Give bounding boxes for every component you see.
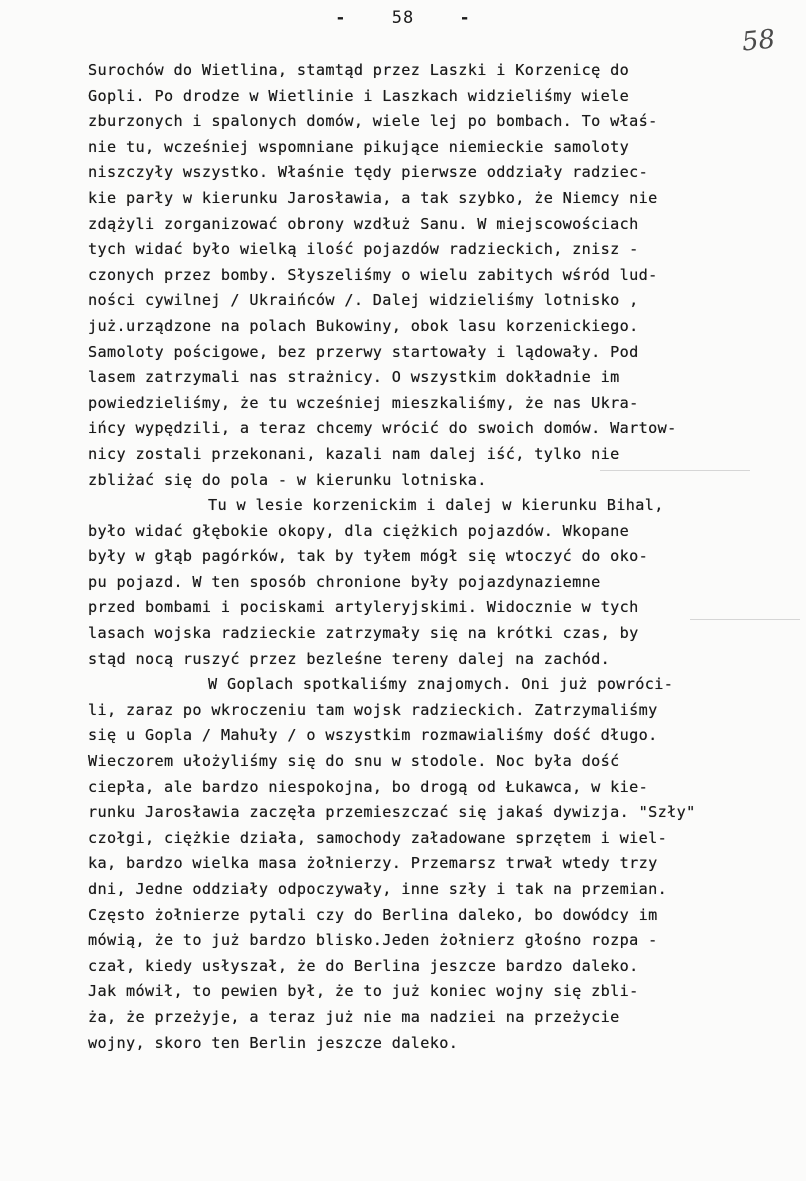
- text-line: Samoloty pościgowe, bez przerwy startowały i lądowały. Pod: [88, 342, 639, 361]
- text-line: były w głąb pagórków, tak by tyłem mógł się wtoczyć do oko-: [88, 547, 649, 566]
- header-dash-left: -: [335, 8, 347, 28]
- text-line: było widać głębokie okopy, dla ciężkich pojazdów. Wkopane: [88, 521, 630, 540]
- text-line: ińcy wypędzili, a teraz chcemy wrócić do swoich domów. Wartow-: [88, 419, 677, 438]
- text-line: dni, Jedne oddziały odpoczywały, inne szły i tak na przemian.: [88, 880, 668, 898]
- handwritten-page-number: 58: [740, 24, 777, 58]
- text-line: nie tu, wcześniej wspomniane pikujące niemieckie samoloty: [88, 137, 630, 156]
- text-line: Tu w lesie korzenickim i dalej w kierunku Bihal,: [208, 496, 664, 515]
- text-line: Często żołnierze pytali czy do Berlina daleko, bo dowódcy im: [88, 905, 658, 924]
- text-line: czonych przez bomby. Słyszeliśmy o wielu zabitych wśród lud-: [88, 265, 658, 284]
- header-dash-right: -: [459, 8, 471, 28]
- text-line: zburzonych i spalonych domów, wiele lej po bombach. To właś-: [88, 112, 658, 131]
- text-line: wojny, skoro ten Berlin jeszcze daleko.: [88, 1033, 459, 1052]
- text-line: już.urządzone na polach Bukowiny, obok lasu korzenickiego.: [88, 316, 639, 335]
- text-line: przed bombami i pociskami artyleryjskimi. Widocznie w tych: [88, 598, 639, 617]
- page-number-header: [0, 8, 806, 28]
- page-number: 58: [391, 8, 415, 28]
- text-line: czał, kiedy usłyszał, że do Berlina jeszcze bardzo daleko.: [88, 956, 639, 975]
- text-line: lasem zatrzymali nas strażnicy. O wszystkim dokładnie im: [88, 368, 620, 387]
- text-line: Gopli. Po drodze w Wietlinie i Laszkach widzieliśmy wiele: [88, 86, 630, 105]
- text-line: zbliżać się do pola - w kierunku lotniska.: [88, 470, 487, 489]
- text-line: zdążyli zorganizować obrony wzdłuż Sanu. W miejscowościach: [88, 214, 639, 233]
- text-line: stąd nocą ruszyć przez bezleśne tereny dalej na zachód.: [88, 649, 611, 668]
- body-text: [88, 58, 748, 1056]
- text-line: ności cywilnej / Ukraińców /. Dalej widzieliśmy lotnisko ,: [88, 291, 639, 310]
- text-line: niszczyły wszystko. Właśnie tędy pierwsze oddziały radziec-: [88, 163, 649, 182]
- text-line: Surochów do Wietlina, stamtąd przez Laszki i Korzenicę do: [88, 61, 630, 79]
- text-line: runku Jarosławia zaczęła przemieszczać się jakaś dywizja. "Szły": [88, 803, 696, 822]
- text-line: lasach wojska radzieckie zatrzymały się na krótki czas, by: [88, 624, 639, 643]
- text-line: czołgi, ciężkie działa, samochody załadowane sprzętem i wiel-: [88, 828, 668, 847]
- text-line: nicy zostali przekonani, kazali nam dalej iść, tylko nie: [88, 444, 620, 463]
- text-line: kie parły w kierunku Jarosławia, a tak szybko, że Niemcy nie: [88, 188, 658, 207]
- text-line: Jak mówił, to pewien był, że to już koniec wojny się zbli-: [88, 982, 639, 1001]
- text-line: pu pojazd. W ten sposób chronione były pojazdynaziemne: [88, 572, 601, 591]
- text-line: mówią, że to już bardzo blisko.Jeden żołnierz głośno rozpa -: [88, 931, 658, 950]
- scan-artifact-line: [600, 470, 750, 471]
- text-line: ka, bardzo wielka masa żołnierzy. Przemarsz trwał wtedy trzy: [88, 854, 658, 873]
- text-line: li, zaraz po wkroczeniu tam wojsk radzieckich. Zatrzymaliśmy: [88, 700, 658, 719]
- text-line: się u Gopla / Mahuły / o wszystkim rozmawialiśmy dość długo.: [88, 726, 658, 745]
- text-line: ża, że przeżyje, a teraz już nie ma nadziei na przeżycie: [88, 1007, 620, 1026]
- text-line: W Goplach spotkaliśmy znajomych. Oni już powróci-: [208, 675, 674, 694]
- text-line: powiedzieliśmy, że tu wcześniej mieszkaliśmy, że nas Ukra-: [88, 393, 639, 412]
- text-line: Wieczorem ułożyliśmy się do snu w stodole. Noc była dość: [88, 752, 620, 771]
- text-line: ciepła, ale bardzo niespokojna, bo drogą od Łukawca, w kie-: [88, 777, 649, 796]
- text-line: tych widać było wielką ilość pojazdów radzieckich, znisz -: [88, 240, 639, 259]
- scan-artifact-line: [690, 619, 800, 620]
